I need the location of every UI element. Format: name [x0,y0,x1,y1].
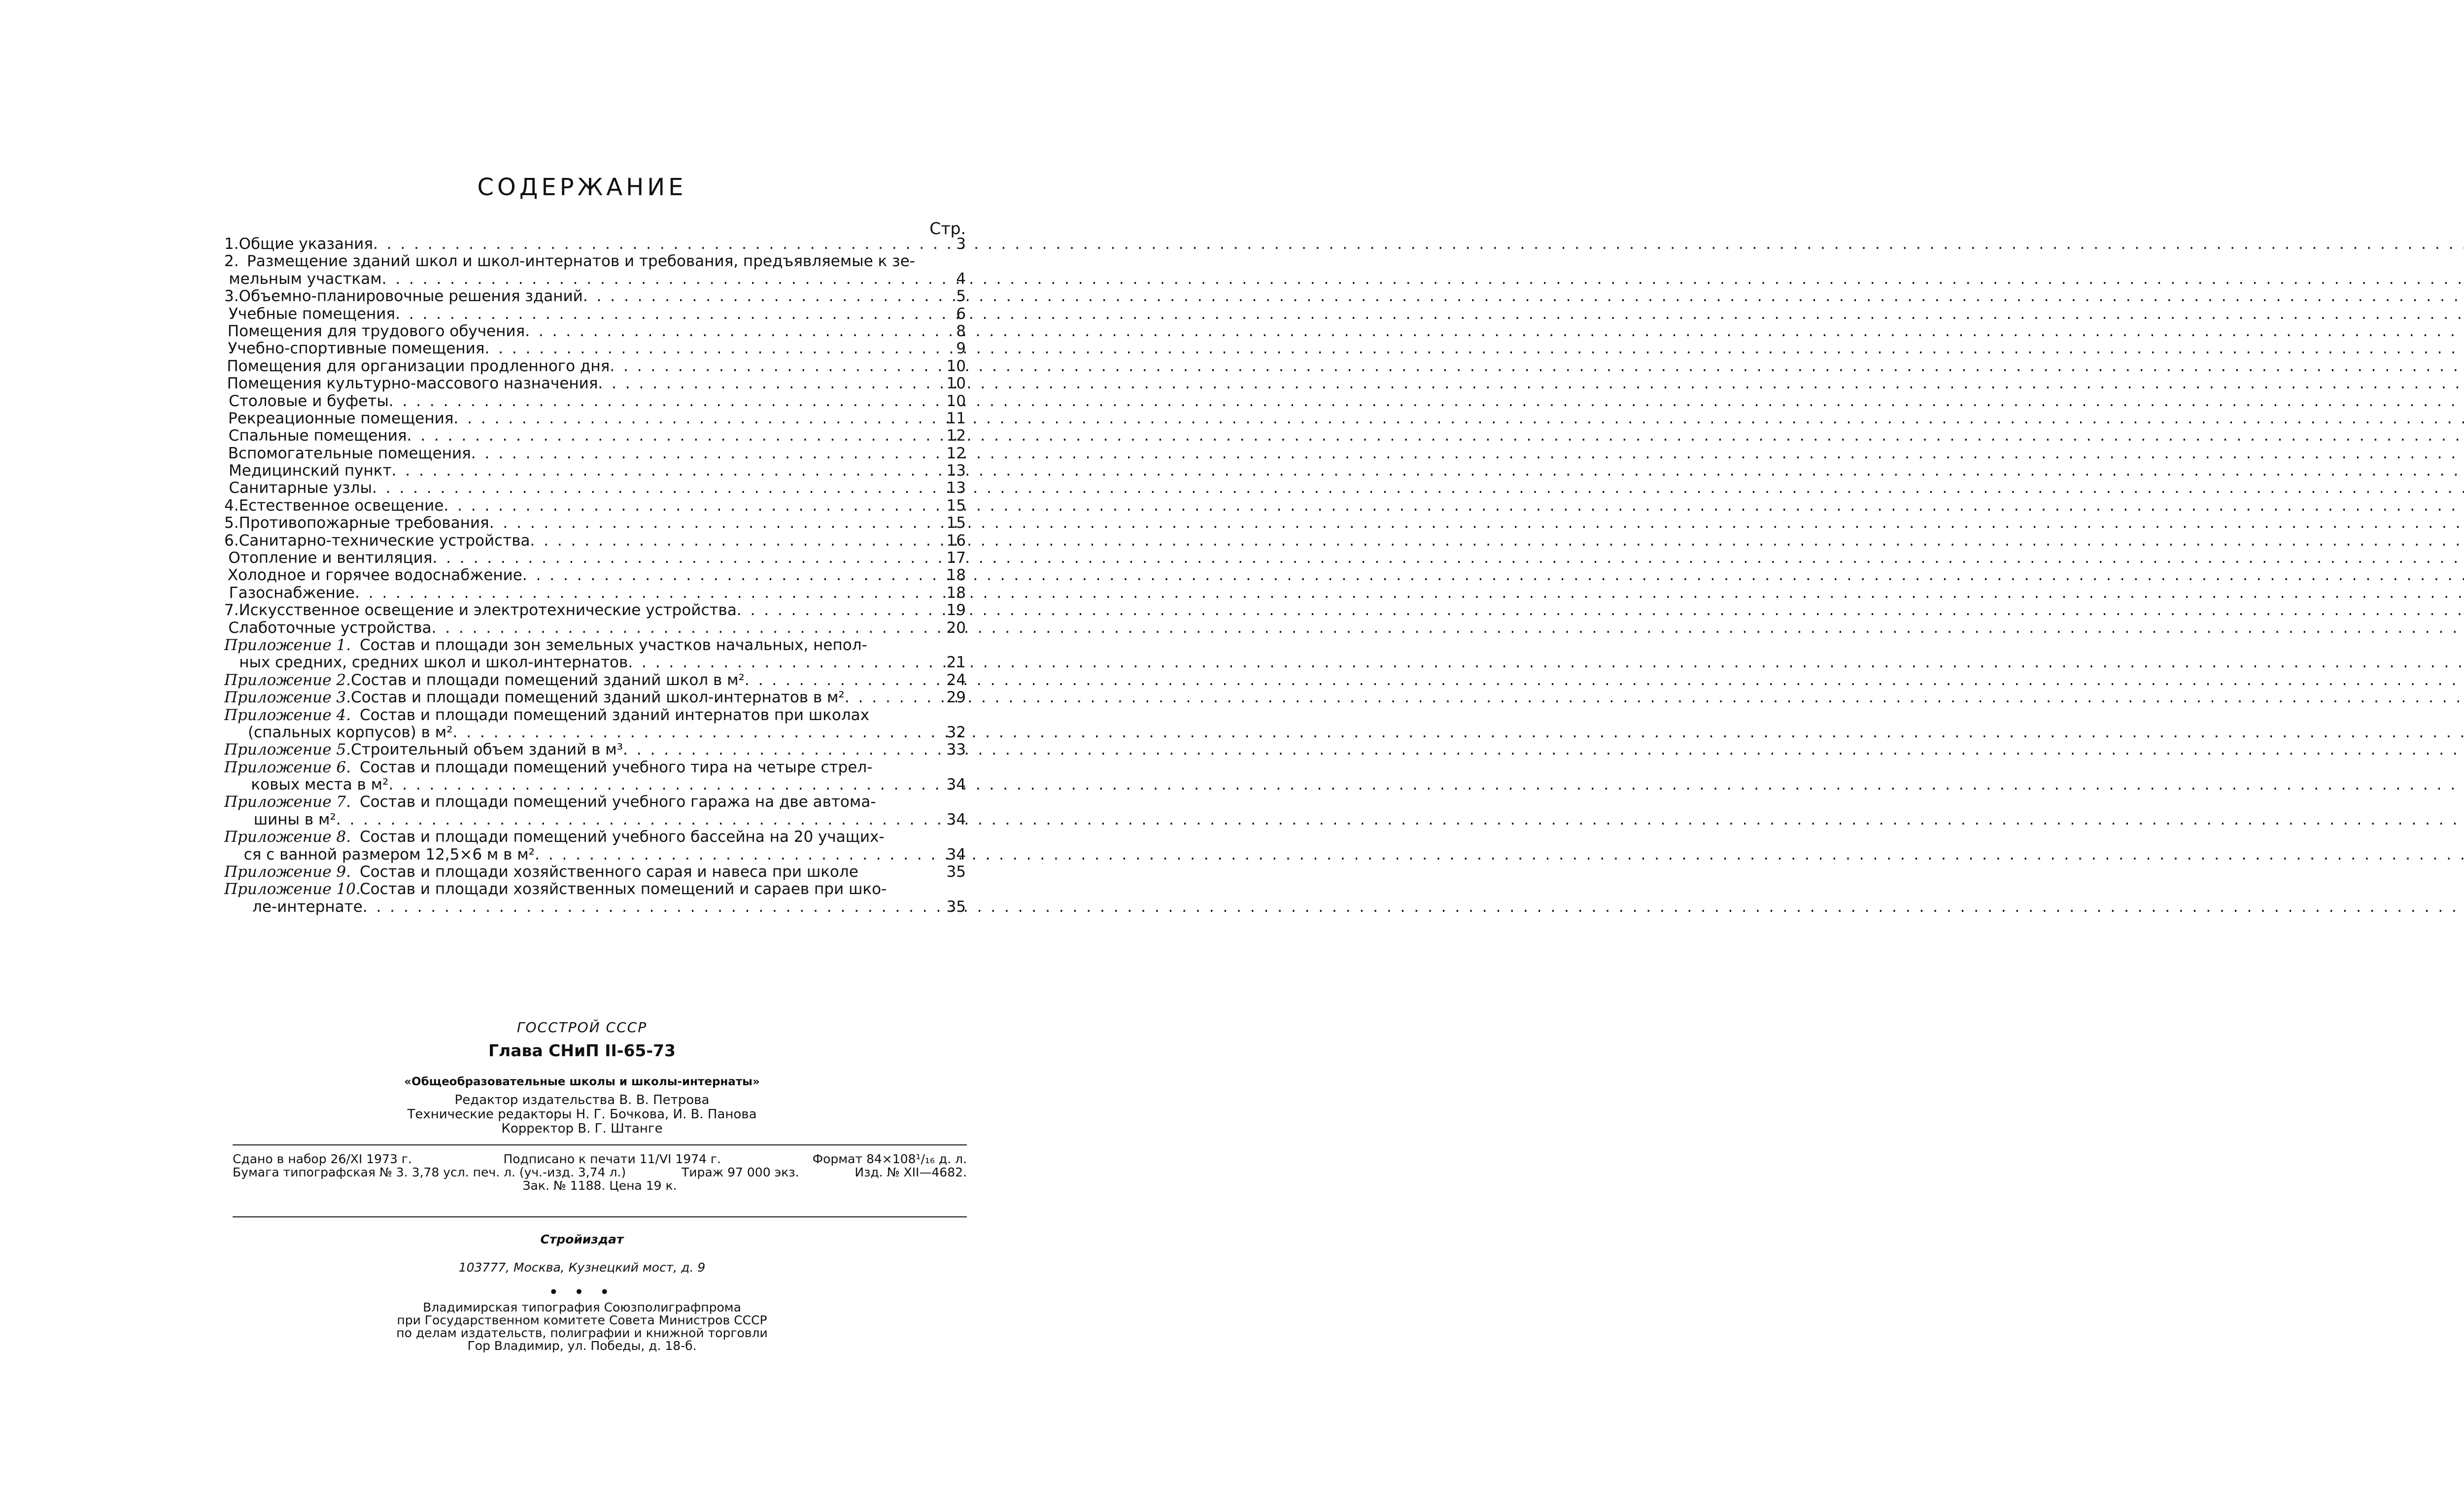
appendix-row: шины в м² . . . 34 [224,811,966,829]
imprint-editor-line: Корректор В. Г. Штанге [501,1121,663,1136]
printer-line: по делам издательств, полиграфии и книжной торговли [396,1326,768,1340]
publication-details [233,1152,967,1192]
toc-row: Санитарные узлы . . . 13 [224,480,966,497]
toc-row: Учебные помещения . . . 6 [224,306,966,323]
pub-detail: Формат 84×108¹/₁₆ д. л. [812,1152,967,1166]
toc-row: Медицинский пункт . . . 13 [224,462,966,480]
pub-detail: Подписано к печати 11/VI 1974 г. [503,1152,721,1166]
imprint-document-title: «Общеобразовательные школы и школы-интернаты» [404,1075,760,1088]
pub-detail: Бумага типографская № 3. 3,78 усл. печ. л. (уч.-изд. 3,74 л.) [233,1165,626,1179]
page-title: СОДЕРЖАНИЕ [477,173,687,201]
toc-row: мельным участкам . . . 4 [224,271,966,288]
appendix-row: Приложение 9. Состав и площади хозяйственного сарая и навеса при школе 35 [224,863,966,881]
appendix-row: Приложение 1. Состав и площади зон земельных участков начальных, непол- [224,636,867,654]
imprint-editor-line: Редактор издательства В. В. Петрова [454,1093,710,1107]
toc-row: 1. Общие указания . . . 3 [224,236,966,253]
imprint-document-code: Глава СНиП II-65-73 [488,1041,676,1060]
toc-row: Помещения для организации продленного дня . . . 10 [224,358,966,375]
printer-info [0,1301,1164,1352]
appendix-row: ных средних, средних школ и школ-интернатов . . . 21 [224,654,966,671]
pub-detail: Изд. № XII—4682. [855,1165,967,1179]
toc-row: 5. Противопожарные требования . . . 15 [224,515,966,532]
pub-detail: Сдано в набор 26/XI 1973 г. [233,1152,412,1166]
imprint-editors [0,1093,1164,1136]
toc-row: Учебно-спортивные помещения . . . 9 [224,340,966,357]
imprint-organization: ГОССТРОЙ СССР [516,1019,648,1036]
separator-dots: • • • [549,1284,615,1300]
toc-row: 6. Санитарно-технические устройства . . . 16 [224,532,966,550]
appendix-row: Приложение 4. Состав и площади помещений зданий интернатов при школах [224,706,870,724]
divider [233,1216,967,1217]
toc-row: Спальные помещения . . . 12 [224,427,966,445]
publisher-address: 103777, Москва, Кузнецкий мост, д. 9 [458,1260,706,1275]
appendix-row: Приложение 5. Строительный объем зданий в м³ . . . 33 [224,741,966,759]
appendix-row: Приложение 3. Состав и площади помещений зданий школ-интернатов в м² . . . 29 [224,689,966,706]
appendix-row: ся с ванной размером 12,5×6 м в м² . . . 34 [224,846,966,863]
appendix-row: Приложение 7. Состав и площади помещений учебного гаража на две автома- [224,793,876,811]
pub-detail: Тираж 97 000 экз. [681,1165,799,1179]
printer-line: Владимирская типография Союзполиграфпрома [423,1300,741,1314]
table-of-contents [224,236,966,916]
toc-row: 4. Естественное освещение . . . 15 [224,497,966,515]
toc-row: Холодное и горячее водоснабжение . . . 18 [224,567,966,584]
appendix-row: Приложение 6. Состав и площади помещений учебного тира на четыре стрел- [224,758,873,776]
appendix-row: Приложение 10. Состав и площади хозяйственных помещений и сараев при шко- [224,880,887,898]
pub-detail: Зак. № 1188. Цена 19 к. [522,1178,677,1193]
toc-row: Рекреационные помещения . . . 11 [224,410,966,427]
appendix-row: ковых места в м² . . . 34 [224,776,966,794]
toc-row: Газоснабжение . . . 18 [224,585,966,602]
toc-row: Вспомогательные помещения . . . 12 [224,445,966,462]
imprint-editor-line: Технические редакторы Н. Г. Бочкова, И. В. Панова [407,1107,757,1122]
toc-row: Помещения для трудового обучения . . . 8 [224,323,966,340]
toc-row: Столовые и буфеты . . . 10 [224,393,966,410]
page-column-header: Стр. [929,219,966,238]
appendix-row: Приложение 2. Состав и площади помещений зданий школ в м² . . . 24 [224,672,966,689]
toc-row: Отопление и вентиляция . . . 17 [224,550,966,567]
printer-line: Гор Владимир, ул. Победы, д. 18-б. [467,1339,697,1353]
printer-line: при Государственном комитете Совета Министров СССР [397,1313,767,1327]
toc-row: 3. Объемно-планировочные решения зданий . . . 5 [224,288,966,305]
toc-row: 7. Искусственное освещение и электротехнические устройства . . . 19 [224,602,966,619]
divider [233,1144,967,1145]
appendix-row: Приложение 8. Состав и площади помещений учебного бассейна на 20 учащих- [224,828,885,846]
publisher-name: Стройиздат [540,1232,624,1246]
toc-row: Слаботочные устройства . . . 20 [224,620,966,637]
appendix-row: ле-интернате . . . 35 [224,898,966,916]
appendix-row: (спальных корпусов) в м² . . . 32 [224,724,966,741]
toc-row: Помещения культурно-массового назначения . . . 10 [224,375,966,392]
toc-row: 2. Размещение зданий школ и школ-интернатов и требования, предъявляемые к зе- [224,252,915,271]
